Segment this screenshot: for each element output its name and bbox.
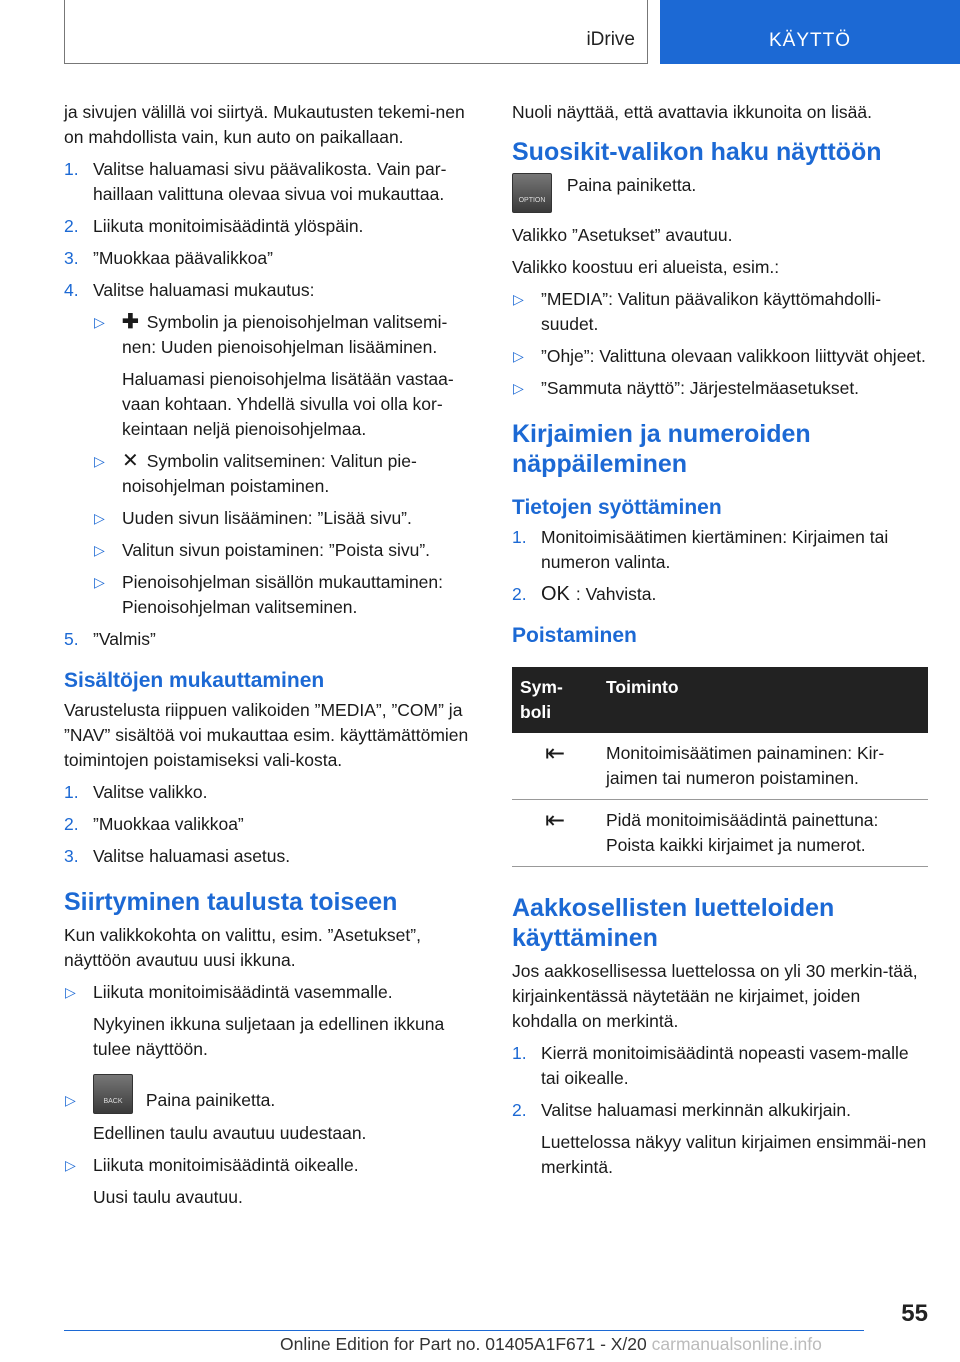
right-column	[512, 100, 928, 1187]
sub-item: ▷ Valitun sivun poistaminen: ”Poista sivu”.	[93, 538, 478, 563]
ok-icon: OK	[541, 583, 570, 605]
sub-item: ▷ ”Sammuta näyttö”: Järjestelmäasetukset.	[512, 376, 928, 401]
sub-item: ▷ Pienoisohjelman sisällön mukauttaminen: Pienoisohjelman valitseminen.	[94, 572, 444, 617]
close-icon: ✕	[122, 450, 139, 472]
table-header-symbol: Sym-boli	[512, 667, 598, 733]
triangle-bullet-icon: ▷	[513, 380, 524, 396]
delete-table	[512, 667, 928, 867]
fav-text-2: Valikko koostuu eri alueista, esim.:	[512, 257, 780, 277]
sub-note: Uusi taulu avautuu.	[93, 1187, 243, 1207]
triangle-bullet-icon: ▷	[65, 1157, 76, 1173]
sub-item: ▷ ”Ohje”: Valittuna olevaan valikkoon liittyvät ohjeet.	[512, 344, 928, 369]
footer-edition: Online Edition for Part no. 01405A1F671 - X/20 carmanualsonline.info	[280, 1334, 822, 1354]
list-item: 1. Valitse valikko.	[64, 782, 208, 802]
list-item: 3. ”Muokkaa päävalikkoa”	[64, 248, 273, 268]
heading-alpha: Aakkosellisten luetteloiden käyttäminen	[512, 894, 835, 952]
backspace-icon: ⇤	[512, 800, 598, 867]
triangle-bullet-icon: ▷	[94, 542, 105, 558]
page-number: 55	[901, 1300, 928, 1327]
triangle-bullet-icon: ▷	[513, 348, 524, 364]
heading-keys: Kirjaimien ja numeroiden näppäileminen	[512, 420, 811, 478]
list-item: 2. OK : Vahvista.	[512, 583, 657, 605]
heading-delete: Poistaminen	[512, 624, 637, 647]
triangle-bullet-icon: ▷	[94, 314, 105, 330]
chapter-tab	[660, 0, 960, 64]
triangle-bullet-icon: ▷	[65, 984, 76, 1000]
list-item: 2. Liikuta monitoimisäädintä ylöspäin.	[64, 216, 364, 236]
triangle-bullet-icon: ▷	[94, 574, 105, 590]
move-text: Kun valikkokohta on valittu, esim. ”Asetukset”, näyttöön avautuu uusi ikkuna.	[64, 925, 421, 970]
table-row: ⇤ Pidä monitoimisäädintä painettuna: Poista kaikki kirjaimet ja numerot.	[512, 800, 928, 867]
header-left-box	[64, 0, 648, 64]
chapter-title: KÄYTTÖ	[768, 30, 851, 51]
triangle-bullet-icon: ▷	[65, 1092, 76, 1108]
list-item: 1. Valitse haluamasi sivu päävalikosta. Vain par-haillaan valittuna olevaa sivua voi mukauttaa.	[64, 159, 447, 204]
sub-item: ▷ Liikuta monitoimisäädintä vasemmalle.	[64, 980, 478, 1005]
sub-item: ▷ Liikuta monitoimisäädintä oikealle.	[64, 1153, 478, 1178]
list-item: 1. Monitoimisäätimen kiertäminen: Kirjaimen tai numeron valinta.	[512, 527, 889, 572]
sub-note: Edellinen taulu avautuu uudestaan.	[93, 1123, 367, 1143]
option-button-image: OPTION	[512, 173, 552, 213]
sub-note: Haluamasi pienoisohjelma lisätään vastaa-vaan kohtaan. Yhdellä sivulla voi olla kor-keintaan neljä pienoisohjelmaa.	[122, 369, 454, 439]
backspace-icon: ⇤	[512, 733, 598, 800]
plus-icon: ✚	[122, 311, 139, 333]
triangle-bullet-icon: ▷	[94, 453, 105, 469]
footer-divider	[64, 1330, 864, 1331]
alpha-text: Jos aakkosellisessa luettelossa on yli 30 merkin-tää, kirjainkentässä näytetään ne kirjaimet, joiden kohdalla on merkintä.	[512, 961, 918, 1031]
sub-item: ▷ ✚ Symbolin ja pienoisohjelman valitsemi-nen: Uuden pienoisohjelman lisääminen.	[94, 311, 448, 357]
sub-note: Nykyinen ikkuna suljetaan ja edellinen ikkuna tulee näyttöön.	[93, 1014, 445, 1059]
table-row: ⇤ Monitoimisäätimen painaminen: Kir-jaimen tai numeron poistaminen.	[512, 733, 928, 800]
alpha-note: Luettelossa näkyy valitun kirjaimen ensimmäi-nen merkintä.	[541, 1132, 927, 1177]
heading-input: Tietojen syöttäminen	[512, 496, 722, 519]
list-item: 3. Valitse haluamasi asetus.	[64, 846, 291, 866]
intro-text: ja sivujen välillä voi siirtyä. Mukautusten tekemi-nen on mahdollista vain, kun auto on paikallaan.	[64, 102, 465, 147]
triangle-bullet-icon: ▷	[513, 291, 524, 307]
heading-favorites: Suosikit-valikon haku näyttöön	[512, 138, 882, 166]
watermark: carmanualsonline.info	[651, 1334, 822, 1354]
list-item: 2. Valitse haluamasi merkinnän alkukirjain.	[512, 1100, 851, 1120]
arrows-text: Nuoli näyttää, että avattavia ikkunoita on lisää.	[512, 102, 872, 122]
option-row: OPTION Paina painiketta.	[512, 173, 928, 213]
list-item: 2. ”Muokkaa valikkoa”	[64, 814, 244, 834]
section-title: iDrive	[586, 29, 635, 50]
heading-content: Sisältöjen mukauttaminen	[64, 669, 325, 692]
content-text: Varustelusta riippuen valikoiden ”MEDIA”, ”COM” ja ”NAV” sisältöä voi mukauttaa esim. käyttämättömien toimintojen poistamiseksi vali-kosta.	[64, 700, 469, 770]
list-item: 1. Kierrä monitoimisäädintä nopeasti vasem-malle tai oikealle.	[512, 1043, 909, 1088]
list-item: 4. Valitse haluamasi mukautus:	[64, 280, 315, 300]
back-button-image: BACK	[93, 1074, 133, 1114]
sub-item: ▷ ”MEDIA”: Valitun päävalikon käyttömahdolli-suudet.	[513, 289, 882, 334]
sub-item: ▷ Uuden sivun lisääminen: ”Lisää sivu”.	[93, 506, 478, 531]
sub-item: ▷ ✕ Symbolin valitseminen: Valitun pie-noisohjelman poistaminen.	[94, 450, 417, 496]
list-item: 5. ”Valmis”	[64, 629, 156, 649]
sub-item: ▷ BACK Paina painiketta.	[64, 1074, 478, 1114]
table-header-function: Toiminto	[598, 667, 928, 733]
heading-move: Siirtyminen taulusta toiseen	[64, 888, 398, 916]
left-column	[64, 100, 478, 1217]
fav-text-1: Valikko ”Asetukset” avautuu.	[512, 225, 733, 245]
triangle-bullet-icon: ▷	[94, 510, 105, 526]
